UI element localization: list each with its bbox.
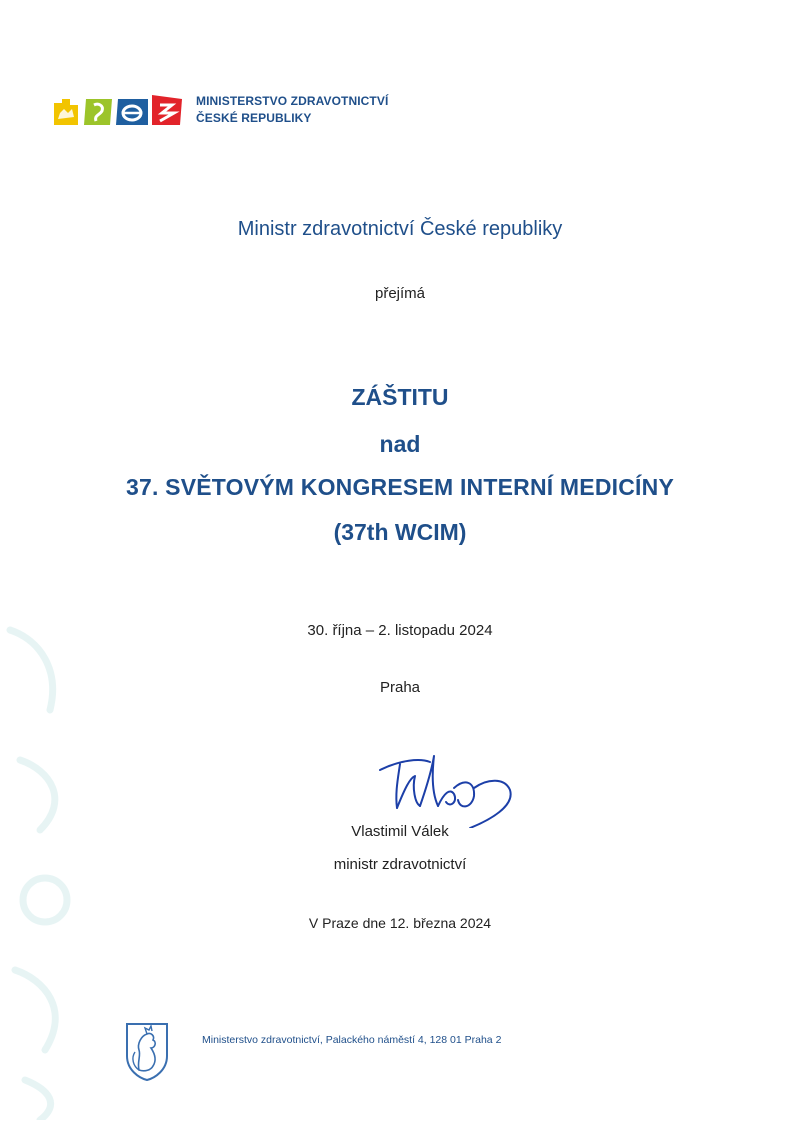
event-dates: 30. října – 2. listopadu 2024 (307, 622, 493, 639)
czech-lion-emblem-icon (125, 1022, 169, 1082)
ministry-name (196, 93, 388, 127)
patronage-heading: ZÁŠTITU (351, 384, 449, 410)
signer-role: ministr zdravotnictví (333, 856, 467, 873)
over-text: nad (379, 431, 421, 457)
event-city: Praha (379, 679, 421, 696)
takes-over-text: přejímá (374, 285, 426, 302)
signing-place-date: V Praze dne 12. března 2024 (308, 915, 492, 931)
congress-name: 37. SVĚTOVÝM KONGRESEM INTERNÍ MEDICÍNY (126, 474, 674, 500)
signer-name: Vlastimil Válek (351, 823, 449, 840)
congress-abbreviation: (37th WCIM) (333, 519, 467, 545)
footer-address: Ministerstvo zdravotnictví, Palackého náměstí 4, 128 01 Praha 2 (202, 1034, 502, 1046)
handwritten-signature-icon (370, 748, 520, 828)
ministry-logo-icon (54, 95, 184, 125)
minister-title: Ministr zdravotnictví České republiky (237, 218, 563, 240)
ministry-name-line1: MINISTERSTVO ZDRAVOTNICTVÍ (196, 94, 389, 108)
ministry-name-line2: ČESKÉ REPUBLIKY (196, 111, 312, 125)
